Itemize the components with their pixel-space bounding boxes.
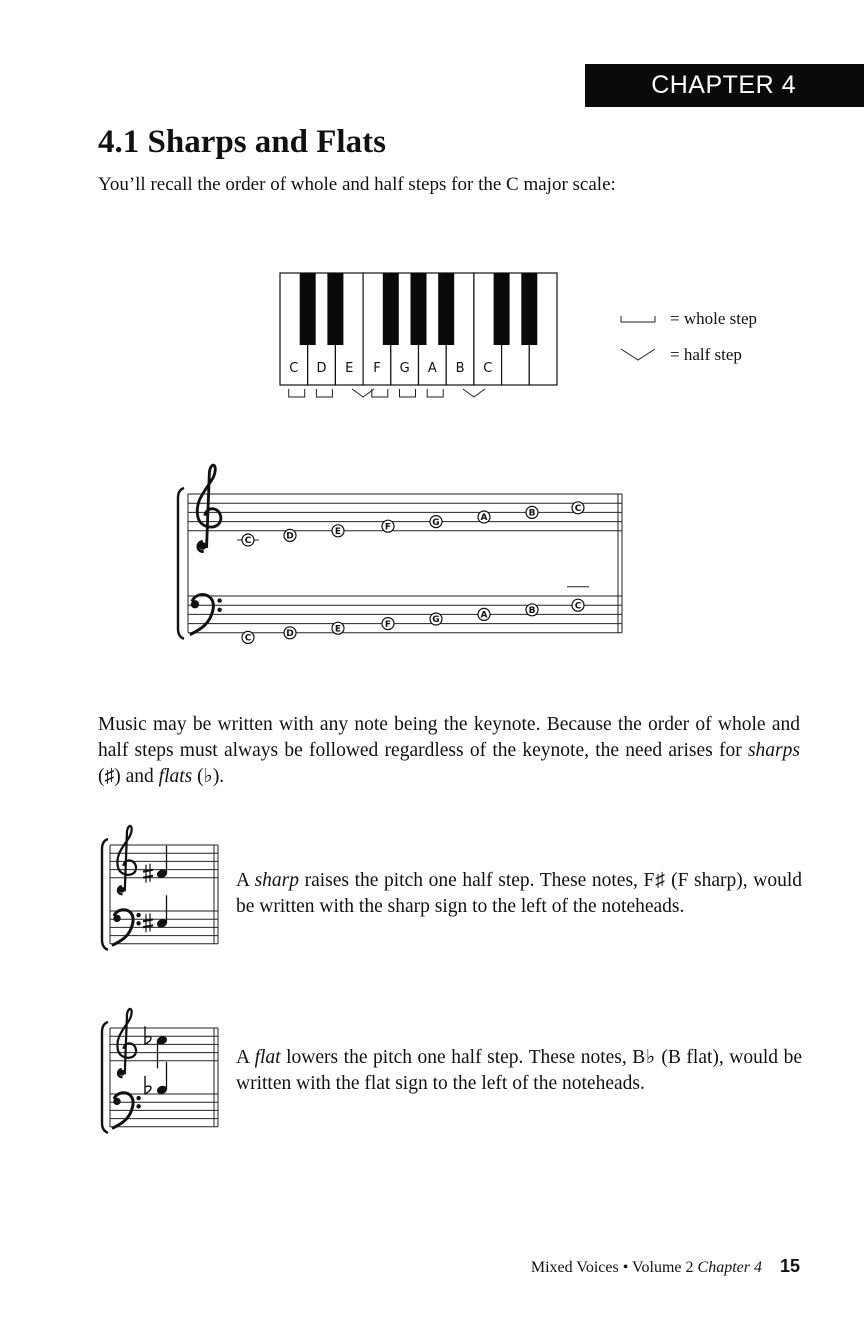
flat-sign (145, 1076, 151, 1094)
treble-clef (117, 1009, 136, 1077)
note-letter: E (334, 624, 342, 635)
system-bracket (178, 488, 184, 639)
half-step-marker (352, 389, 374, 397)
system-bracket (102, 1022, 108, 1133)
sharp-explanation: A sharp raises the pitch one half step. These notes, F♯ (F sharp), would be written with the sharp sign to the left of the noteheads. (236, 870, 802, 917)
black-key (411, 273, 427, 345)
key-label: F (373, 361, 381, 376)
system-bracket (102, 839, 108, 950)
note-letter: C (574, 601, 582, 612)
whole-step-legend-icon (621, 316, 655, 322)
footer-bullet: • (622, 1259, 629, 1276)
keyboard-diagram (270, 265, 790, 410)
black-key (383, 273, 399, 345)
sharp-example-staff (92, 810, 232, 960)
treble-clef (117, 826, 136, 894)
black-key (438, 273, 454, 345)
key-label: A (427, 361, 437, 376)
black-key (521, 273, 537, 345)
bass-clef-dot (217, 598, 221, 602)
note-letter: A (480, 610, 488, 621)
black-key (494, 273, 510, 345)
flats-term: flats (158, 766, 193, 787)
flat-term: flat (254, 1047, 281, 1068)
black-key (300, 273, 316, 345)
page-footer (480, 1256, 800, 1277)
page-number: 15 (779, 1256, 800, 1276)
chapter-label: CHAPTER 4 (651, 71, 796, 99)
black-key (327, 273, 343, 345)
bass-clef-dot (136, 1096, 140, 1100)
key-label: B (455, 361, 465, 376)
note-letter: G (432, 517, 440, 528)
key-label: C (483, 361, 493, 376)
note-letter: G (432, 615, 440, 626)
half-step-marker (463, 389, 485, 397)
whole-step-marker (316, 389, 332, 397)
treble-clef-dot (119, 887, 125, 893)
note-letter: C (244, 536, 252, 547)
section-title: 4.1 Sharps and Flats (98, 124, 386, 160)
note-letter: A (480, 513, 488, 524)
key-label: E (345, 361, 354, 376)
flat-sign (145, 1026, 151, 1044)
bass-clef-dot (217, 608, 221, 612)
sharps-term: sharps (747, 740, 800, 761)
sharps-flats-paragraph: Music may be written with any note being the keynote. Because the order of whole and half steps must always be followed regardless of the keynote, the need arises for sharps (♯) and flats (♭). (98, 714, 800, 787)
treble-clef-dot (199, 542, 207, 550)
bass-clef-dot (136, 921, 140, 925)
whole-step-marker (372, 389, 388, 397)
note-letter: D (286, 531, 294, 542)
bass-clef-dot (136, 1104, 140, 1108)
legend-whole-label: = whole step (670, 309, 758, 328)
key-label: D (316, 361, 327, 376)
footer-book: Mixed Voices (530, 1259, 619, 1276)
grand-staff-scale (170, 468, 640, 658)
note-letter: C (574, 504, 582, 514)
bass-clef-dot (136, 913, 140, 917)
treble-clef (197, 465, 221, 552)
whole-step-marker (400, 389, 416, 397)
note-letter: C (244, 633, 252, 644)
flat-example-staff (92, 993, 232, 1143)
note-letter: B (528, 606, 536, 616)
note-letter: E (334, 527, 342, 537)
treble-clef-dot (119, 1070, 125, 1076)
flat-explanation: A flat lowers the pitch one half step. These notes, B♭ (B flat), would be written with the flat sign to the left of the noteheads. (236, 1047, 803, 1094)
note-letter: D (286, 629, 294, 639)
half-step-legend-icon (621, 349, 655, 360)
intro-text: You’ll recall the order of whole and half steps for the C major scale: (98, 174, 616, 195)
legend-half-label: = half step (670, 345, 742, 364)
whole-step-marker (427, 389, 443, 397)
key-label: C (289, 361, 299, 376)
footer-volume: Volume 2 (632, 1259, 694, 1276)
note-letter: B (528, 508, 536, 519)
whole-step-marker (289, 389, 305, 397)
chapter-banner (585, 64, 864, 107)
sharp-term: sharp (254, 870, 300, 891)
footer-chapter: Chapter 4 (697, 1259, 762, 1276)
key-label: G (399, 361, 410, 376)
note-letter: F (384, 522, 392, 533)
note-letter: F (384, 619, 392, 630)
